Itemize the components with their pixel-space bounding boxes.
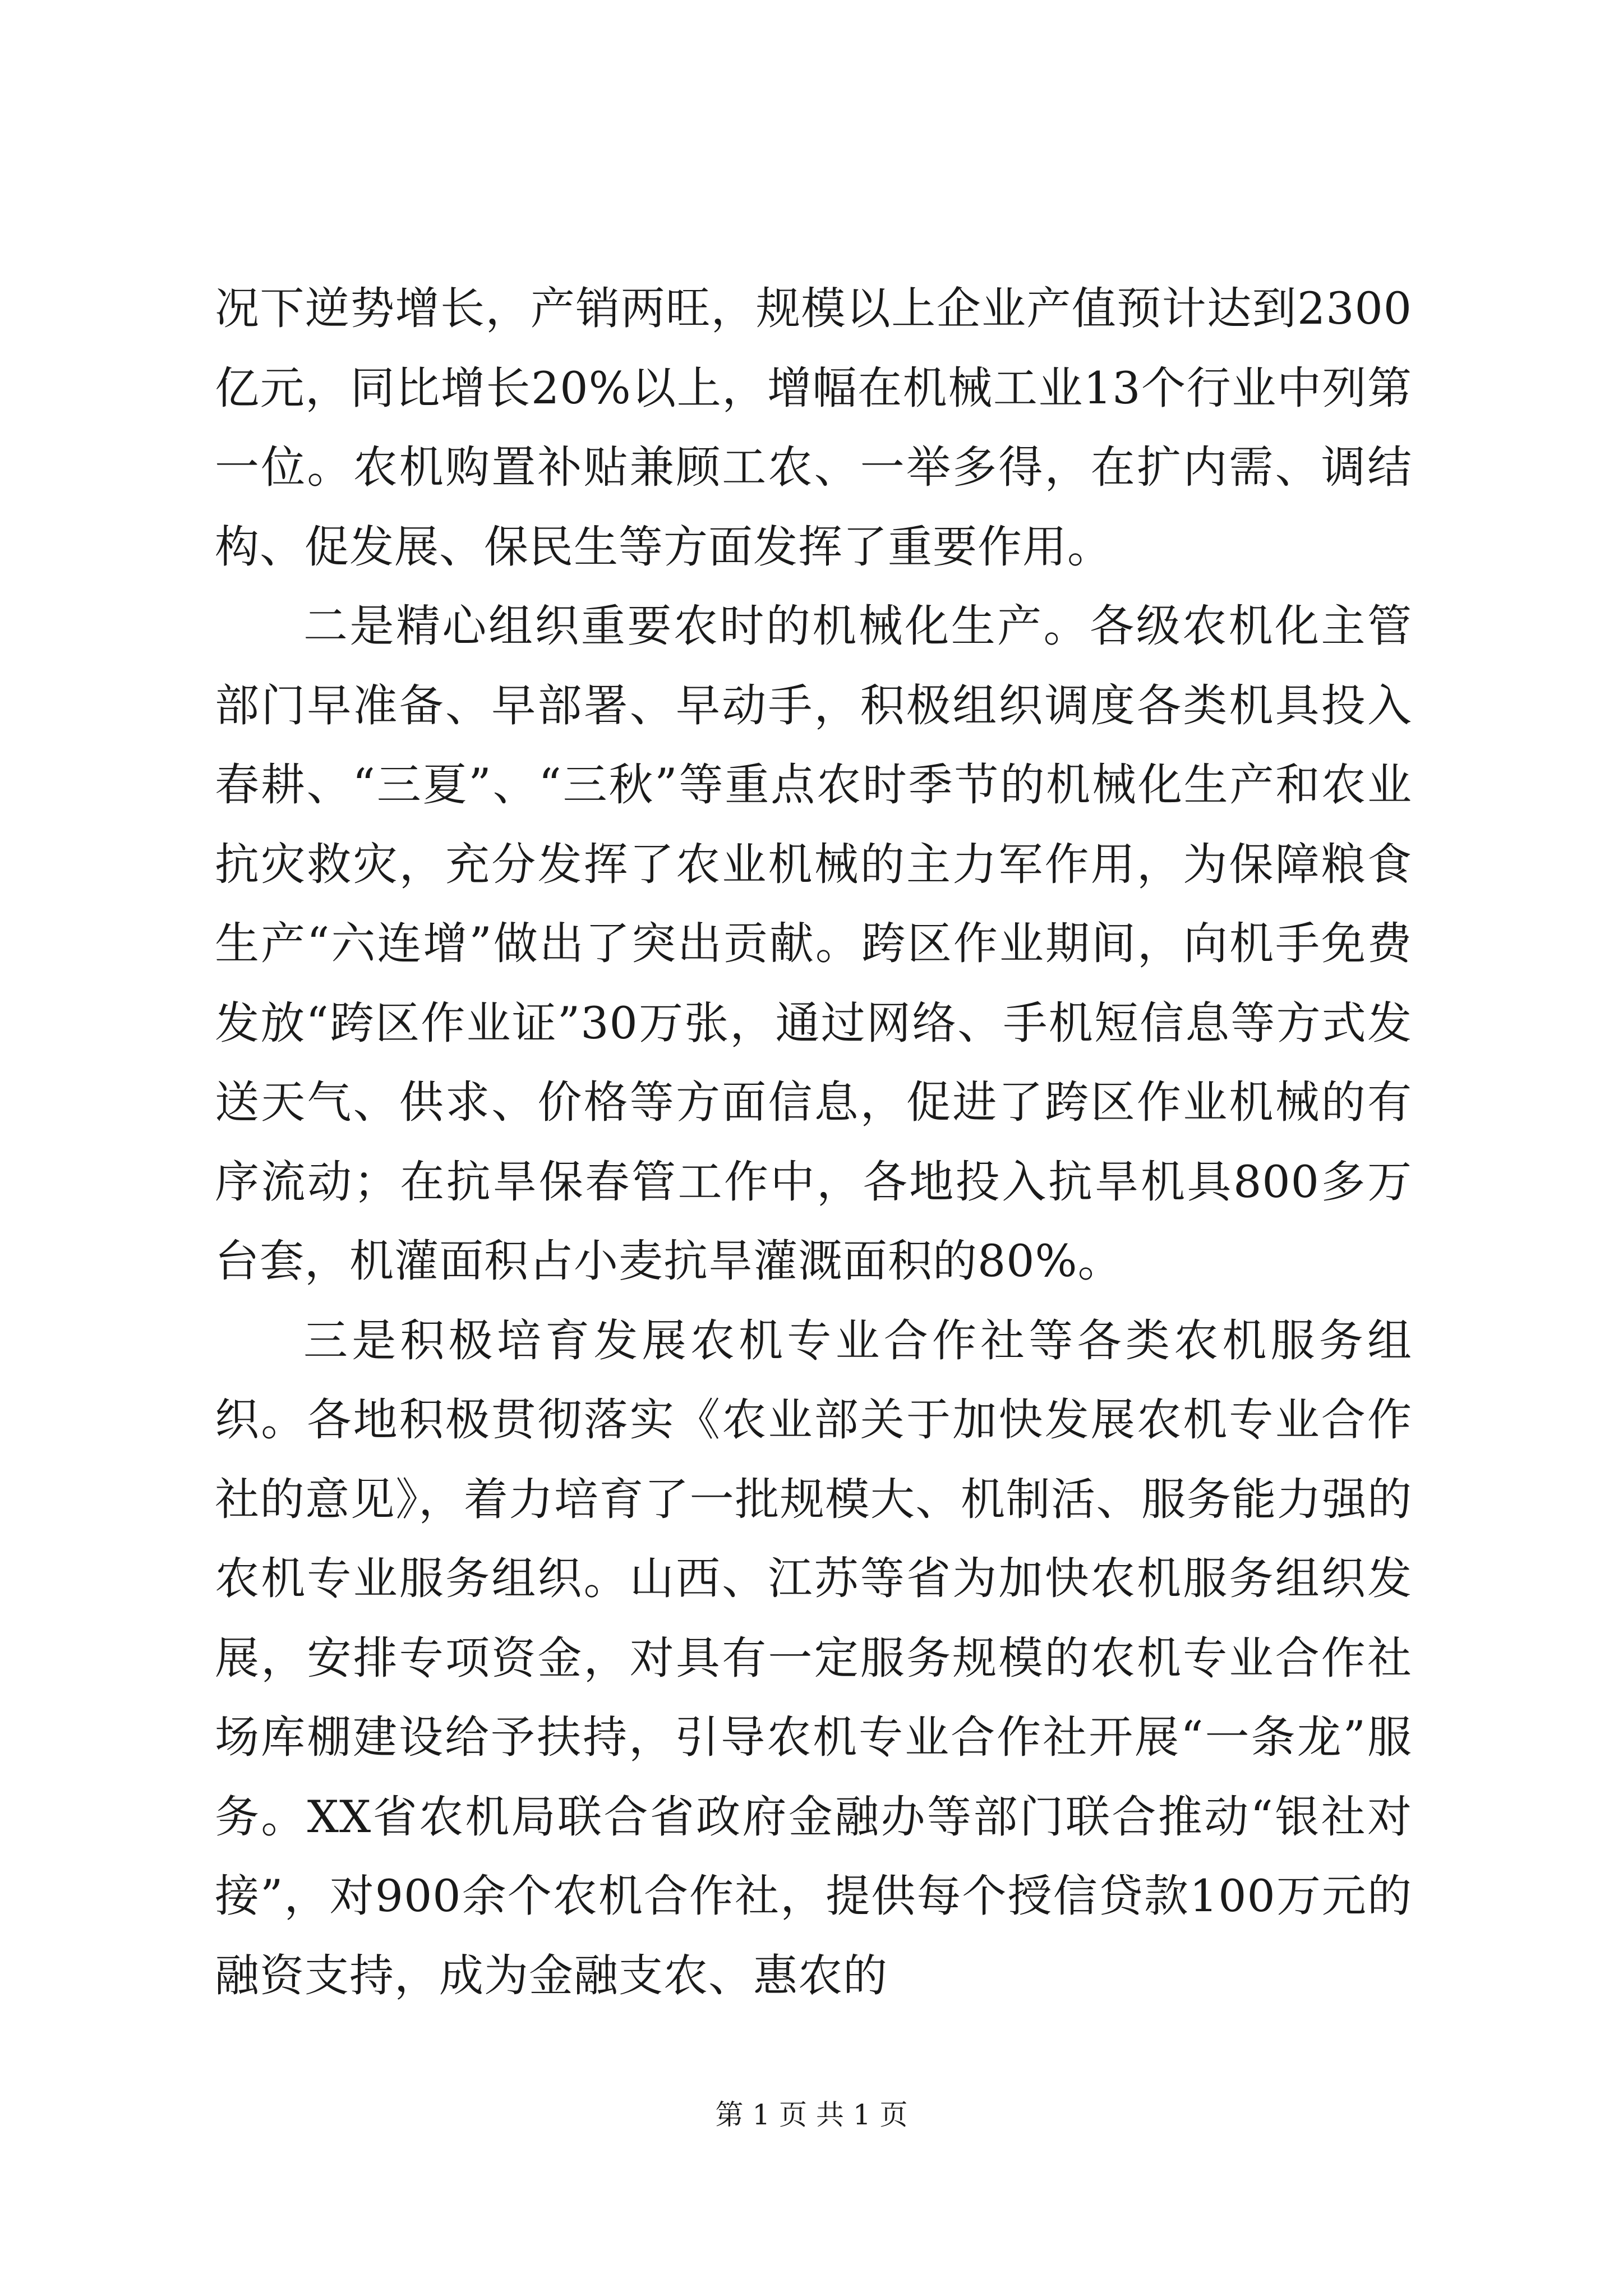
paragraph-cooperatives: 三是积极培育发展农机专业合作社等各类农机服务组织。各地积极贯彻落实《农业部关于加快发展农机专业合作社的意见》，着力培育了一批规模大、机制活、服务能力强的农机专业服务组织。山西、江苏等省为加快农机服务组织发展，安排专项资金，对具有一定服务规模的农机专业合作社场库棚建设给予扶持，引导农机专业合作社开展“一条龙”服务。XX省农机局联合省政府金融办等部门联合推动“银社对接”，对900余个农机合作社，提供每个授信贷款100万元的融资支持，成为金融支农、惠农的 (215, 1314, 1412, 2001)
document-body (215, 269, 1412, 2016)
paragraph-mechanized-production: 二是精心组织重要农时的机械化生产。各级农机化主管部门早准备、早部署、早动手，积极组织调度各类机具投入春耕、“三夏”、“三秋”等重点农时季节的机械化生产和农业抗灾救灾，充分发挥了农业机械的主力军作用，为保障粮食生产“六连增”做出了突出贡献。跨区作业期间，向机手免费发放“跨区作业证”30万张，通过网络、手机短信息等方式发送天气、供求、价格等方面信息，促进了跨区作业机械的有序流动；在抗旱保春管工作中，各地投入抗旱机具800多万台套，机灌面积占小麦抗旱灌溉面积的80%。 (215, 600, 1412, 1287)
paragraph-continuation: 况下逆势增长，产销两旺，规模以上企业产值预计达到2300亿元，同比增长20%以上，增幅在机械工业13个行业中列第一位。农机购置补贴兼顾工农、一举多得，在扩内需、调结构、促发展、保民生等方面发挥了重要作用。 (215, 283, 1412, 573)
page-footer: 第 1 页 共 1 页 (715, 2099, 908, 2131)
